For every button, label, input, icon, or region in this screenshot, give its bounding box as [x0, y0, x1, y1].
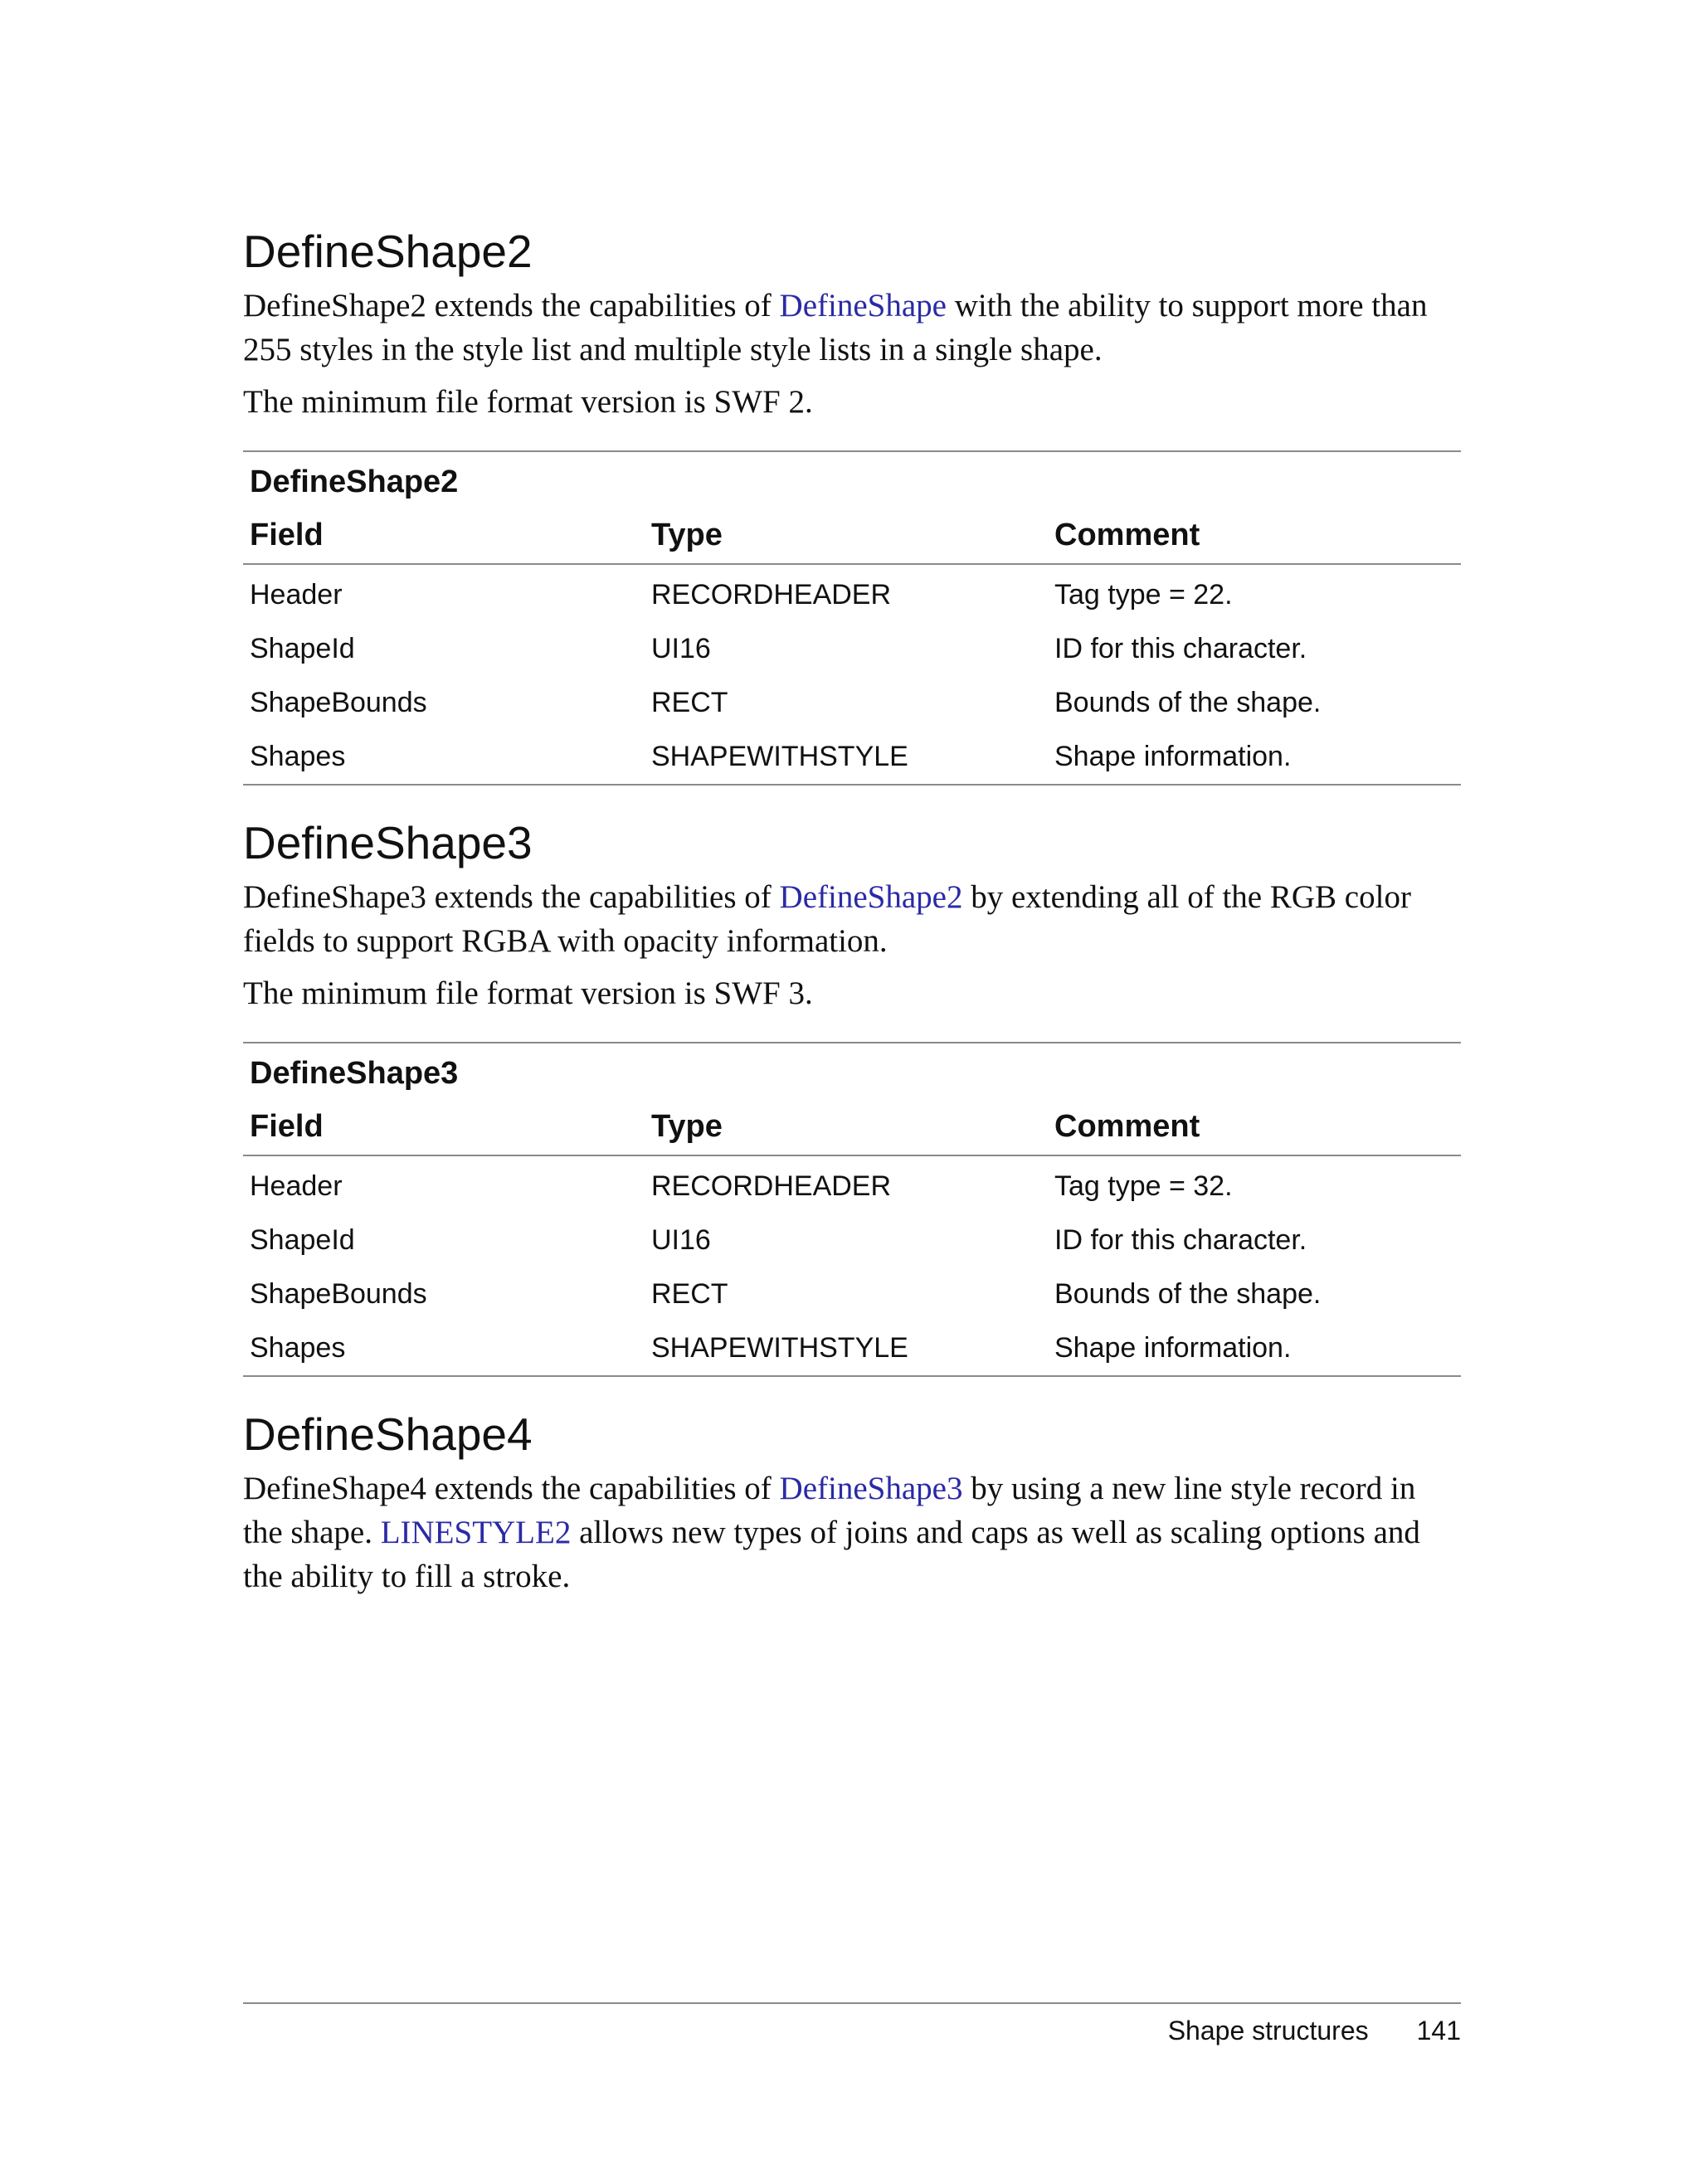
spec-table-defineshape2: [243, 450, 1461, 786]
cell-field: Shapes: [243, 1321, 645, 1376]
cell-type: RECORDHEADER: [651, 579, 892, 610]
cell-type: RECT: [651, 687, 728, 718]
table-row: [243, 1321, 1461, 1376]
section-defineshape4: [243, 1407, 1461, 1598]
min-version-text: The minimum file format version is SWF 3.: [243, 975, 813, 1011]
cell-field: Shapes: [243, 730, 645, 785]
link-linestyle2[interactable]: LINESTYLE2: [380, 1515, 572, 1550]
link-defineshape[interactable]: DefineShape: [779, 288, 947, 323]
table-row: [243, 622, 1461, 676]
section-defineshape3: [243, 815, 1461, 1377]
cell-field: ShapeId: [250, 1224, 355, 1256]
link-defineshape3[interactable]: DefineShape3: [779, 1471, 963, 1506]
section-title: DefineShape2: [243, 226, 533, 277]
section-title: DefineShape3: [243, 817, 533, 868]
cell-field: ShapeBounds: [250, 1278, 427, 1310]
table-row: [243, 730, 1461, 785]
page-number: 141: [1416, 2016, 1461, 2045]
table-row: [243, 1267, 1461, 1321]
link-defineshape2[interactable]: DefineShape2: [779, 879, 963, 915]
page-footer: [243, 2002, 1461, 2046]
column-header-field: Field: [243, 507, 645, 564]
cell-comment: Bounds of the shape.: [1054, 687, 1322, 718]
cell-type: RECT: [651, 1278, 728, 1310]
section-paragraph: DefineShape4 extends the capabilities of DefineShape3 by using a new line style record in the shape. LINESTYLE2 allows new types of joins and caps as well as scaling options and the ability to fill a stroke.: [243, 1471, 1420, 1594]
column-header-type: Type: [645, 1098, 1048, 1155]
column-header-comment: Comment: [1048, 1098, 1461, 1155]
column-header-comment: Comment: [1048, 507, 1461, 564]
cell-type: SHAPEWITHSTYLE: [645, 1321, 1048, 1376]
table-row: [243, 676, 1461, 730]
cell-field: ShapeBounds: [250, 687, 427, 718]
table-caption: DefineShape2: [243, 451, 1461, 507]
section-paragraph: DefineShape2 extends the capabilities of DefineShape with the ability to support more than 255 styles in the style list and multiple style lists in a single shape.: [243, 288, 1428, 367]
cell-comment: Tag type = 32.: [1054, 1170, 1233, 1202]
page-content: [243, 224, 1461, 1607]
section-title: DefineShape4: [243, 1408, 533, 1460]
section-defineshape2: [243, 224, 1461, 786]
min-version-text: The minimum file format version is SWF 2.: [243, 384, 813, 420]
column-header-field: Field: [243, 1098, 645, 1155]
section-paragraph: DefineShape3 extends the capabilities of DefineShape2 by extending all of the RGB color fields to support RGBA with opacity information.: [243, 879, 1411, 959]
table-row: [243, 1214, 1461, 1267]
cell-field: ShapeId: [250, 633, 355, 664]
column-header-type: Type: [645, 507, 1048, 564]
cell-type: UI16: [651, 633, 711, 664]
table-caption: DefineShape3: [243, 1043, 1461, 1098]
cell-type: RECORDHEADER: [651, 1170, 892, 1202]
table-row: [243, 1155, 1461, 1214]
cell-field: Header: [250, 579, 343, 610]
footer-section-name: Shape structures: [1167, 2016, 1369, 2045]
cell-comment: Shape information.: [1048, 1321, 1461, 1376]
cell-field: Header: [250, 1170, 343, 1202]
cell-comment: Tag type = 22.: [1054, 579, 1233, 610]
cell-comment: Bounds of the shape.: [1054, 1278, 1322, 1310]
cell-type: UI16: [651, 1224, 711, 1256]
spec-table-defineshape3: [243, 1042, 1461, 1377]
cell-comment: ID for this character.: [1054, 1224, 1307, 1256]
table-row: [243, 564, 1461, 622]
cell-comment: Shape information.: [1048, 730, 1461, 785]
cell-type: SHAPEWITHSTYLE: [645, 730, 1048, 785]
cell-comment: ID for this character.: [1054, 633, 1307, 664]
